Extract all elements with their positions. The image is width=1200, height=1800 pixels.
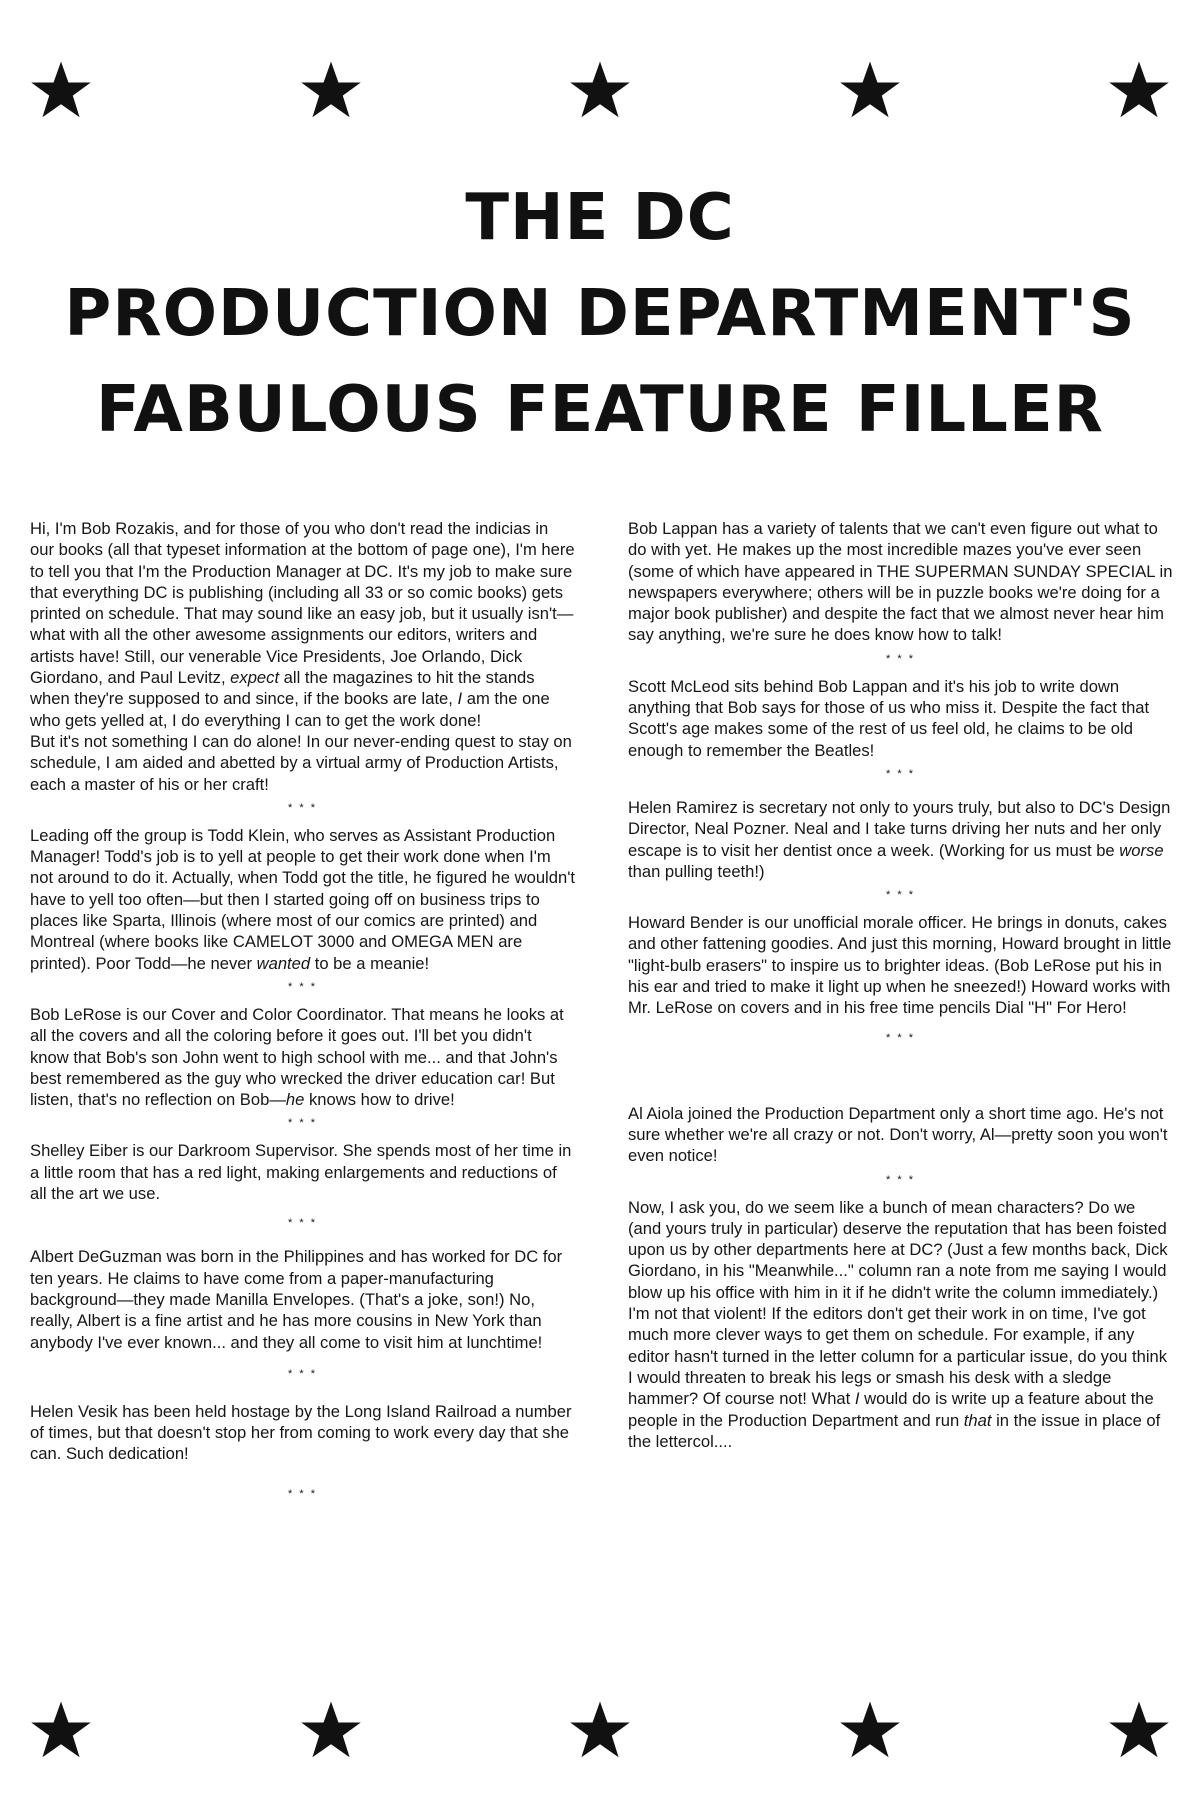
separator: * * * <box>288 1487 317 1500</box>
title-line-1: THE DC <box>465 181 735 255</box>
paragraph-helen-ramirez <box>628 797 1173 882</box>
italic-text: wanted <box>256 953 311 973</box>
text-run: in the issue in place of the lettercol.... <box>628 1410 1161 1451</box>
text-run: Leading off the group is Todd Klein, who serves as Assistant Production Manager! Todd's job is to yell at people to get their work done when I'm not around to do it. Actually, when Todd got the title, he figured he wouldn't have to yell too often—but then I started going off on business trips to places like Sparta, Illinois (where most of our comics are printed) and Montreal (where books like CAMELOT 3000 and OMEGA MEN are printed). Poor Todd—he never <box>30 825 575 973</box>
title-line-3: FABULOUS FEATURE FILLER <box>96 373 1104 447</box>
star-icon <box>1108 59 1170 121</box>
separator: * * * <box>288 980 317 993</box>
paragraph-al-aiola: Al Aiola joined the Production Department only a short time ago. He's not sure whether we're all crazy or not. Don't worry, Al—pretty soon you won't even notice! <box>628 1103 1168 1166</box>
star-icon <box>839 1699 901 1761</box>
separator: * * * <box>886 767 915 780</box>
separator: * * * <box>288 1367 317 1380</box>
paragraph-closing <box>628 1197 1173 1453</box>
paragraph: But it's not something I can do alone! In our never-ending quest to stay on schedule, I am aided and abetted by a virtual army of Production Artists, each a master of his or her craft! <box>30 731 572 794</box>
paragraph-helen-vesik: Helen Vesik has been held hostage by the Long Island Railroad a number of times, but that doesn't stop her from coming to work every day that she can. Such dedication! <box>30 1401 572 1464</box>
text-run: to be a meanie! <box>310 953 430 973</box>
italic-text: I <box>457 689 463 709</box>
text-run: all the magazines to hit the stands when they're supposed to and since, if the books are late, <box>30 668 535 709</box>
italic-text: expect <box>230 668 280 688</box>
title-line-2: PRODUCTION DEPARTMENT'S <box>64 277 1136 351</box>
star-icon <box>30 59 92 121</box>
star-icon <box>569 1699 631 1761</box>
star-icon <box>569 59 631 121</box>
top-star-row <box>30 50 1170 130</box>
separator: * * * <box>886 1173 915 1186</box>
text-run: Helen Ramirez is secretary not only to yours truly, but also to DC's Design Director, Neal Pozner. Neal and I take turns driving her nuts and her only escape is to visit her dentist once a week. (Working for us must be <box>628 797 1171 860</box>
italic-text: he <box>285 1090 305 1110</box>
separator: * * * <box>288 1117 317 1130</box>
star-icon <box>1108 1699 1170 1761</box>
paragraph-shelley-eiber: Shelley Eiber is our Darkroom Supervisor. She spends most of her time in a little room that has a red light, making enlargements and reductions of all the art we use. <box>30 1141 572 1204</box>
paragraph-todd-klein <box>30 825 575 974</box>
paragraph-bob-lerose <box>30 1004 575 1110</box>
text-run: knows how to drive! <box>304 1090 455 1110</box>
page-title <box>20 170 1180 458</box>
bottom-star-row <box>30 1690 1170 1770</box>
paragraph-bob-lappan: Bob Lappan has a variety of talents that we can't even figure out what to do with yet. He makes up the most incredible mazes you've ever seen (some of which have appeared in THE SUPERMAN SUNDAY SPECIAL in newspapers everywhere; others will be in puzzle books we're doing for a major book publisher) and despite the fact that we almost never hear him say anything, we're sure he does know how to talk! <box>628 519 1173 645</box>
italic-text: that <box>963 1410 992 1430</box>
star-icon <box>30 1699 92 1761</box>
separator: * * * <box>886 1031 915 1044</box>
text-run: Hi, I'm Bob Rozakis, and for those of you who don't read the indicias in our books (all that typeset information at the bottom of page one), I'm here to tell you that I'm the Production Manager at DC. It's my job to make sure that everything DC is publishing (including all 33 or so comic books) gets printed on schedule. That may sound like an easy job, but it usually isn't— what with all the other awesome assignments our editors, writers and artists have! Still, our venerable Vice Presidents, Joe Orlando, Dick Giordano, and Paul Levitz, <box>30 519 575 688</box>
separator: * * * <box>886 889 915 902</box>
intro-paragraph <box>30 518 575 731</box>
italic-text: worse <box>1119 840 1164 860</box>
star-icon <box>300 59 362 121</box>
star-icon <box>300 1699 362 1761</box>
right-column <box>628 518 1173 1452</box>
text-run: would do is write up a feature about the people in the Production Department and run <box>628 1389 1154 1430</box>
paragraph-howard-bender: Howard Bender is our unofficial morale officer. He brings in donuts, cakes and other fattening goodies. And just this morning, Howard brought in little "light-bulb erasers" to inspire us to brighter ideas. (Bob LeRose put his in his ear and tried to make it light up when he sneezed!) Howard works with Mr. LeRose on covers and in his free time pencils Dial "H" For Hero! <box>628 913 1172 1018</box>
text-run: Bob LeRose is our Cover and Color Coordinator. That means he looks at all the covers and all the coloring before it goes out. I'll bet you didn't know that Bob's son John went to high school with me... and that John's best remembered as the guy who wrecked the driver education car! But listen, that's no reflection on Bob— <box>30 1004 564 1110</box>
separator: * * * <box>288 1217 317 1230</box>
separator: * * * <box>886 652 915 665</box>
text-run: am the one who gets yelled at, I do everything I can to get the work done! <box>30 689 550 730</box>
paragraph-scott-mcleod: Scott McLeod sits behind Bob Lappan and it's his job to write down anything that Bob says for those of us who miss it. Despite the fact that Scott's age makes some of the rest of us feel old, he claims to be old enough to remember the Beatles! <box>628 676 1150 760</box>
left-column <box>30 518 575 1511</box>
star-icon <box>839 59 901 121</box>
paragraph-albert-deguzman: Albert DeGuzman was born in the Philippines and has worked for DC for ten years. He claims to have come from a paper-manufacturing background—they made Manilla Envelopes. (That's a joke, son!) No, really, Albert is a fine artist and he has more cousins in New York than anybody I've ever known... and they all come to visit him at lunchtime! <box>30 1247 563 1352</box>
italic-text: I <box>854 1389 860 1409</box>
text-run: than pulling teeth!) <box>628 861 765 881</box>
separator: * * * <box>288 801 317 814</box>
text-run: Now, I ask you, do we seem like a bunch of mean characters? Do we (and yours truly in particular) deserve the reputation that has been foisted upon us by other departments here at DC? (Just a few months back, Dick Giordano, in his "Meanwhile..." column ran a note from me saying I would blow up his office with him in it if he didn't write the column immediately.) I'm not that violent! If the editors don't get their work in on time, I've got much more clever ways to get them on schedule. For example, if any editor hasn't turned in the letter column for a particular issue, do you think I would threaten to break his legs or smash his desk with a sledge hammer? Of course not! What <box>628 1197 1168 1409</box>
